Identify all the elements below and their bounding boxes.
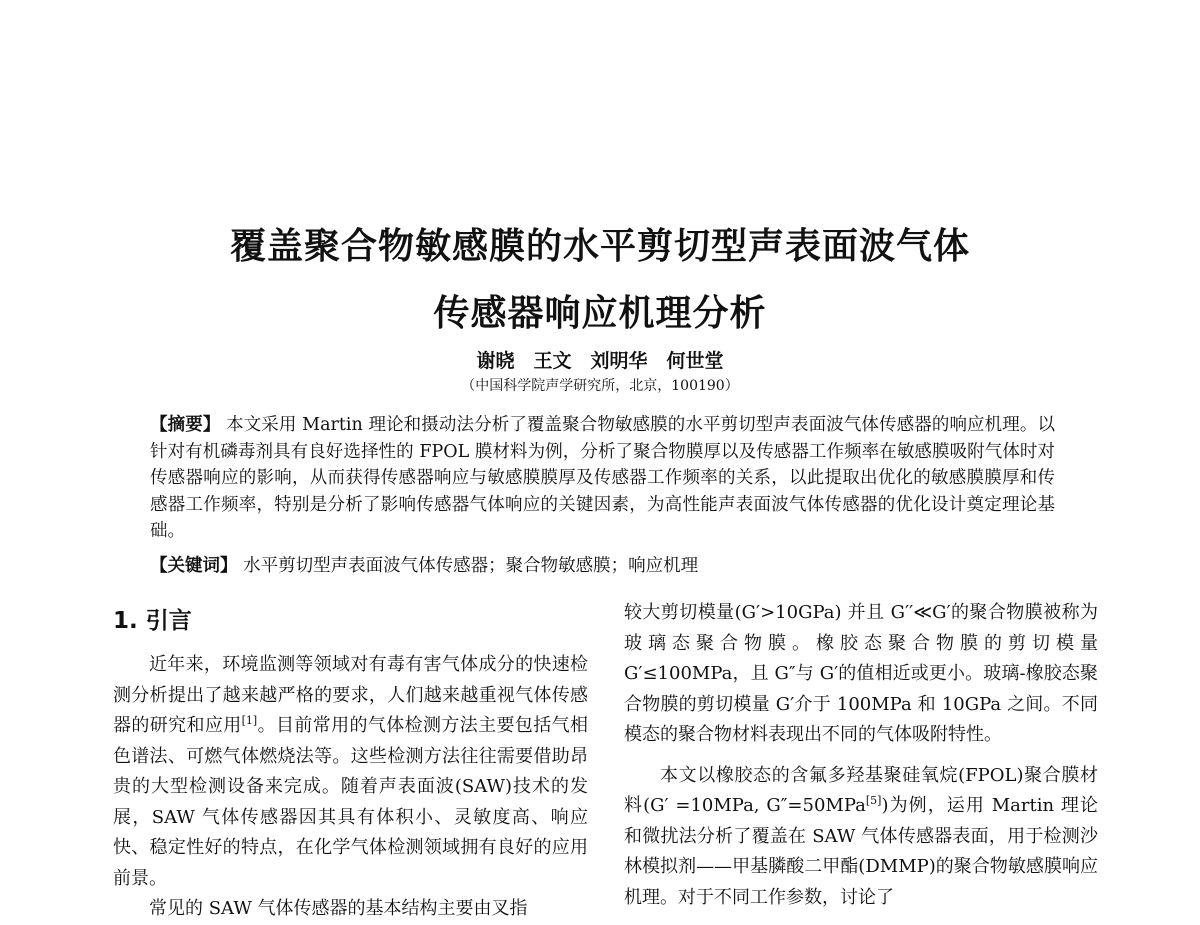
right-paragraph-1: 较大剪切模量(G′>10GPa) 并且 G′′≪G′的聚合物膜被称为玻璃态聚合物膜。橡胶态聚合物膜的剪切模量 G′≤100MPa，且 G″与 G′的值相近或更小。玻璃-橡胶态聚合物膜的剪切模量 G′介于 100MPa 和 10GPa 之间。不同模态的聚合物材料表现出不同的气体吸附特性。 xyxy=(624,602,1098,745)
left-paragraph-2: 常见的 SAW 气体传感器的基本结构主要由叉指 xyxy=(149,898,528,919)
citation-ref-1: [1] xyxy=(241,714,258,727)
abstract-label: 【摘要】 xyxy=(150,415,221,435)
left-column xyxy=(113,650,588,925)
keywords xyxy=(150,552,698,577)
right-column xyxy=(624,598,1098,913)
paper-title-line-2: 传感器响应机理分析 xyxy=(433,293,767,334)
right-p2-text-b: )为例，运用 Martin 理论和微扰法分析了覆盖在 SAW 气体传感器表面，用于检测沙林模拟剂——甲基膦酸二甲酯(DMMP)的聚合物敏感膜响应机理。对于不同工作参数，讨论了 xyxy=(624,795,1098,908)
keywords-label: 【关键词】 xyxy=(150,556,238,576)
citation-ref-5: [5] xyxy=(865,794,882,807)
right-paragraph-2 xyxy=(624,761,1098,914)
left-paragraph-1 xyxy=(113,650,588,894)
abstract xyxy=(150,412,1055,545)
left-p1-text-a: 近年来，环境监测等领域对有毒有害气体成分的快速检测分析提出了越来越严格的要求，人们越来越重视气体传感器的研究和应用 xyxy=(113,654,588,736)
authors: 谢晓 王文 刘明华 何世堂 xyxy=(476,350,724,372)
left-p1-text-b: 。目前常用的气体检测方法主要包括气相色谱法、可燃气体燃烧法等。这些检测方法往往需要借助昂贵的大型检测设备来完成。随着声表面波(SAW)技术的发展，SAW 气体传感器因其具有体积小、灵敏度高、响应快、稳定性好的特点，在化学气体检测领域拥有良好的应用前景。 xyxy=(113,715,589,889)
affiliation: （中国科学院声学研究所，北京，100190） xyxy=(461,378,739,394)
paper-title-line-1: 覆盖聚合物敏感膜的水平剪切型声表面波气体 xyxy=(229,226,970,267)
keywords-text: 水平剪切型声表面波气体传感器；聚合物敏感膜；响应机理 xyxy=(243,556,699,576)
section-heading-introduction: 1. 引言 xyxy=(113,608,192,634)
right-p2-text-a: 本文以橡胶态的含氟多羟基聚硅氧烷(FPOL)聚合膜材料(G′ =10MPa, G″=50MPa xyxy=(624,764,1098,816)
abstract-text: 本文采用 Martin 理论和摄动法分析了覆盖聚合物敏感膜的水平剪切型声表面波气体传感器的响应机理。以针对有机磷毒剂具有良好选择性的 FPOL 膜材料为例，分析了聚合物膜厚以及传感器工作频率在敏感膜吸附气体时对传感器响应的影响，从而获得传感器响应与敏感膜膜厚及传感器工作频率的关系，以此提取出优化的敏感膜膜厚和传感器工作频率，特别是分析了影响传感器气体响应的关键因素，为高性能声表面波气体传感器的优化设计奠定理论基础。 xyxy=(150,415,1055,541)
